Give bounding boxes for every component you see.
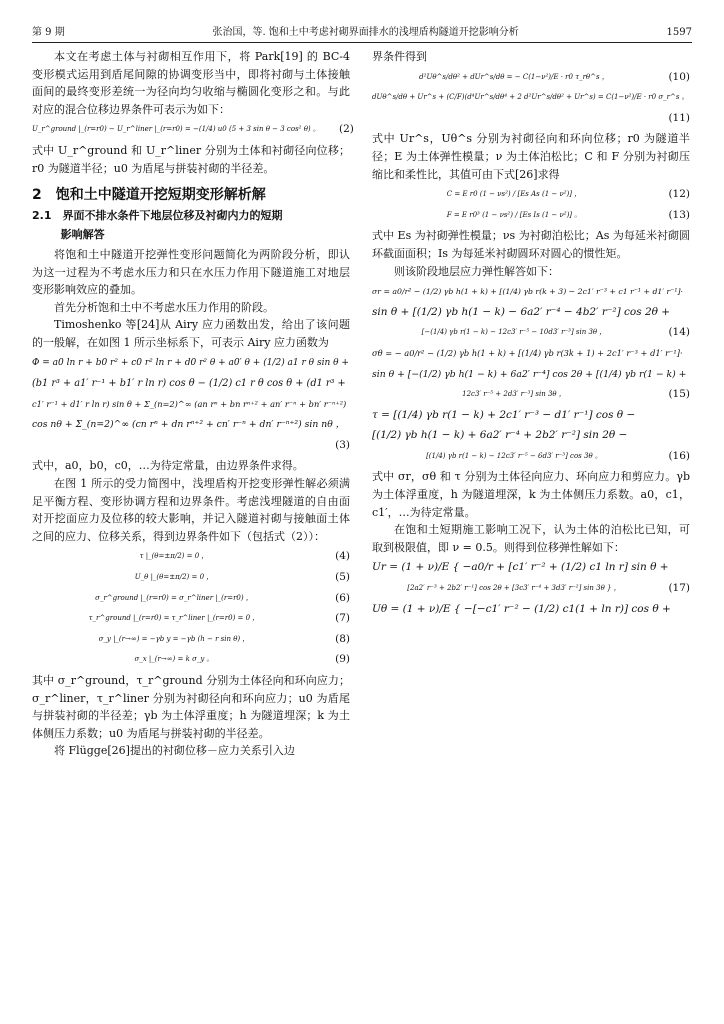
equation-body: σ_r^ground |_(r=r0) = σ_r^liner |_(r=r0) ， [95, 593, 253, 602]
equation-14-line: sin θ + [(1/2) γb h(1 − k) − 6a2′ r⁻⁴ − 4b2′ r⁻²] cos 2θ + [372, 305, 671, 318]
equation-15-end [372, 386, 690, 404]
left-column [32, 48, 354, 760]
paragraph: 式中 Ur^s，Uθ^s 分别为衬砌径向和环向位移；r0 为隧道半径；E 为土体弹性模量；ν 为土体泊松比；C 和 F 分别为衬砌压缩比和柔性比，其值可由下式[26]求得 [372, 132, 690, 181]
equation-body: τ_r^ground |_(r=r0) = τ_r^liner |_(r=r0) = 0 ， [88, 614, 260, 623]
equation-9 [32, 651, 350, 669]
equation-body: [−(1/4) γb r(1 − k) − 12c3′ r⁻⁵ − 10d3′ r⁻³] sin 3θ ， [421, 328, 607, 337]
equation-number: (2) [339, 123, 354, 136]
paragraph: 将 Flügge[26]提出的衬砌位移－应力关系引入边 [54, 744, 295, 758]
equation-11-number-row [372, 110, 690, 128]
equation-number: (12) [668, 188, 690, 201]
equation-4 [32, 548, 350, 566]
equation-14-line: σr = a0/r² − (1/2) γb h(1 + k) + [(1/4) γb r(k + 3) − 2c1′ r⁻³ + c1 r⁻¹ + d1′ r⁻¹]· [372, 287, 683, 297]
equation-number: (5) [335, 571, 350, 584]
equation-3-line: c1′ r⁻¹ + d1′ r ln r) sin θ + Σ_(n=2)^∞ (an rⁿ + bn rⁿ⁺² + an′ r⁻ⁿ + bn′ r⁻ⁿ⁺²) [32, 398, 347, 409]
equation-number: (8) [335, 632, 350, 645]
equation-body: d²Uθ^s/dθ² + dUr^s/dθ = − C(1−ν²)/E · r0 τ_rθ^s ， [419, 72, 609, 81]
equation-16-end [372, 448, 690, 466]
section-heading: 2 饱和土中隧道开挖短期变形解析解 [32, 187, 266, 204]
equation-3-line: Φ = a0 ln r + b0 r² + c0 r² ln r + d0 r² θ + a0′ θ + (1/2) a1 r θ sin θ + [32, 357, 349, 368]
equation-17-end [372, 580, 690, 598]
equation-6 [32, 590, 350, 608]
equation-14-end [372, 324, 690, 342]
equation-15-line: σθ = − a0/r² − (1/2) γb h(1 + k) + [(1/4) γb r(3k + 1) + 2c1′ r⁻³ + d1′ r⁻¹]· [372, 347, 683, 358]
equation-8 [32, 631, 350, 649]
equation-number: (3) [335, 438, 350, 451]
equation-body: U_θ |_(θ=±π/2) = 0 ， [134, 573, 214, 582]
equation-12 [372, 186, 690, 204]
header-rule [32, 42, 692, 43]
equation-body: F = E r0³ (1 − νs²) / [Es Is (1 − ν²)] 。 [446, 210, 582, 219]
equation-number: (6) [335, 591, 350, 604]
equation-17-line: Ur = (1 + ν)/E { −a0/r + [c1′ r⁻² + (1/2) c1 ln r] sin θ + [372, 561, 669, 574]
equation-number: (10) [668, 70, 690, 83]
right-column [372, 48, 690, 621]
paragraph: 式中 Es 为衬砌弹性模量；νs 为衬砌泊松比；As 为每延米衬砌圆环截面面积；Is 为每延米衬砌圆环对圆心的惯性矩。 [372, 229, 690, 260]
equation-number: (9) [335, 653, 350, 666]
equation-body: C = E r0 (1 − νs²) / [Es As (1 − ν²)] ， [446, 190, 582, 199]
equation-13 [372, 207, 690, 225]
equation-number: (4) [335, 550, 350, 563]
equation-3-line: (b1 r³ + a1′ r⁻¹ + b1′ r ln r) cos θ − (1/2) c1 r θ cos θ + (d1 r³ + [32, 378, 346, 390]
equation-body: σ_x |_(r→∞) = k σ_y 。 [134, 655, 214, 664]
equation-number: (14) [668, 326, 690, 339]
equation-number: (16) [668, 449, 690, 462]
paragraph: 在饱和土短期施工影响工况下，认为土体的泊松比已知，可取到极限值，即 ν = 0.5。则得到位移弹性解如下： [372, 523, 690, 554]
paragraph: 式中 U_r^ground 和 U_r^liner 分别为土体和衬砌径向位移；r0 为隧道半径；u0 为盾尾与拼装衬砌的半径差。 [32, 143, 350, 175]
paragraph: 其中 σ_r^ground，τ_r^ground 分别为土体径向和环向应力；σ_r^liner，τ_r^liner 分别为衬砌径向和环向应力；u0 为盾尾与拼装衬砌的半径差；γb 为土体浮重度；h 为隧道埋深；k 为土体侧压力系数；u0 为盾尾与拼装衬砌的半径差。 [32, 674, 350, 740]
equation-3-number-row [32, 437, 350, 455]
equation-body: U_r^ground |_(r=r0) − U_r^liner |_(r=r0) = −(1/4) u0 (5 + 3 sin θ − 3 cos² θ) 。 [32, 125, 320, 134]
equation-body: τ |_(θ=±π/2) = 0 ， [139, 552, 209, 561]
equation-11: dUθ^s/dθ + Ur^s + (C/F)(d⁴Ur^s/dθ⁴ + 2 d²Ur^s/dθ² + Ur^s) = C(1−ν²)/E · r0 σ_r^s 。 [372, 93, 689, 102]
equation-16-line: τ = [(1/4) γb r(1 − k) + 2c1′ r⁻³ − d1′ r⁻¹] cos θ − [372, 408, 636, 421]
paragraph: 式中 σr，σθ 和 τ 分别为土体径向应力、环向应力和剪应力。γb 为土体浮重度，h 为隧道埋深，k 为土体侧压力系数。a0，c1，c1′，…为待定常量。 [372, 470, 690, 519]
equation-18-line: Uθ = (1 + ν)/E { −[−c1′ r⁻² − (1/2) c1(1 + ln r)] cos θ + [372, 602, 671, 615]
subsection-heading-cont: 影响解答 [60, 228, 105, 242]
equation-2 [32, 121, 354, 139]
equation-7 [32, 610, 350, 628]
issue-number: 第 9 期 [32, 27, 65, 38]
paragraph: 在图 1 所示的受力简图中，浅埋盾构开挖变形弹性解必须满足平衡方程、变形协调方程和边界条件。考虑浅埋隧道的自由面对开挖面应力及位移的较大影响，并记入隧道衬砌与接触面土体之间的应力、位移关系，得到边界条件如下（包括式（2））： [32, 477, 350, 543]
equation-number: (17) [668, 582, 690, 595]
equation-number: (7) [335, 612, 350, 625]
equation-number: (11) [668, 111, 690, 124]
paragraph: 首先分析饱和土中不考虑水压力作用的阶段。 [54, 300, 274, 314]
equation-body: [(1/4) γb r(1 − k) − 12c3′ r⁻⁵ − 6d3′ r⁻³] cos 3θ 。 [426, 451, 602, 460]
subsection-heading: 2.1 界面不排水条件下地层位移及衬砌内力的短期 [32, 208, 283, 222]
page-number: 1597 [666, 27, 692, 38]
paragraph: 将饱和土中隧道开挖弹性变形问题简化为两阶段分析，即认为这一过程为不考虑水压力和只在水压力作用下隧道施工对地层变形影响效应的叠加。 [32, 247, 350, 297]
equation-16-line: [(1/2) γb h(1 − k) + 6a2′ r⁻⁴ + 2b2′ r⁻²] sin 2θ − [372, 429, 628, 442]
equation-5 [32, 569, 350, 587]
equation-number: (13) [668, 208, 690, 221]
paragraph: 式中，a0，b0，c0，…为待定常量，由边界条件求得。 [32, 459, 304, 473]
equation-body: [2a2′ r⁻³ + 2b2′ r⁻¹] cos 2θ + [3c3′ r⁻⁴ + 3d3′ r⁻²] sin 3θ } ， [407, 584, 621, 593]
equation-body: σ_y |_(r→∞) = −γb y = −γb (h − r sin θ) ， [98, 634, 250, 643]
equation-number: (15) [668, 388, 690, 401]
equation-15-line: sin θ + [−(1/2) γb h(1 − k) + 6a2′ r⁻⁴] cos 2θ + [(1/4) γb r(1 − k) + [372, 368, 687, 380]
paragraph: 界条件得到 [372, 50, 427, 63]
equation-body: 12c3′ r⁻⁵ + 2d3′ r⁻³] sin 3θ ， [462, 390, 566, 399]
header-title: 张治国，等. 饱和土中考虑衬砌界面排水的浅埋盾构隧道开挖影响分析 [212, 27, 519, 38]
running-header [32, 24, 692, 42]
paragraph: 本文在考虑土体与衬砌相互作用下，将 Park[19] 的 BC-4 变形模式运用到盾尾间隙的协调变形当中，即将衬砌与土体接触面间的最终变形差统一为径向均匀收缩与椭圆化变形之和。与此对应的混合位移边界条件可表示为如下： [32, 50, 350, 116]
equation-3-line: cos nθ + Σ_(n=2)^∞ (cn rⁿ + dn rⁿ⁺² + cn′ r⁻ⁿ + dn′ r⁻ⁿ⁺²) sin nθ ， [32, 419, 345, 431]
equation-10 [372, 69, 690, 87]
paragraph: Timoshenko 等[24]从 Airy 应力函数出发，给出了该问题的一般解，在如图 1 所示坐标系下，可表示 Airy 应力函数为 [32, 318, 350, 349]
paragraph: 则该阶段地层应力弹性解答如下： [394, 264, 559, 278]
